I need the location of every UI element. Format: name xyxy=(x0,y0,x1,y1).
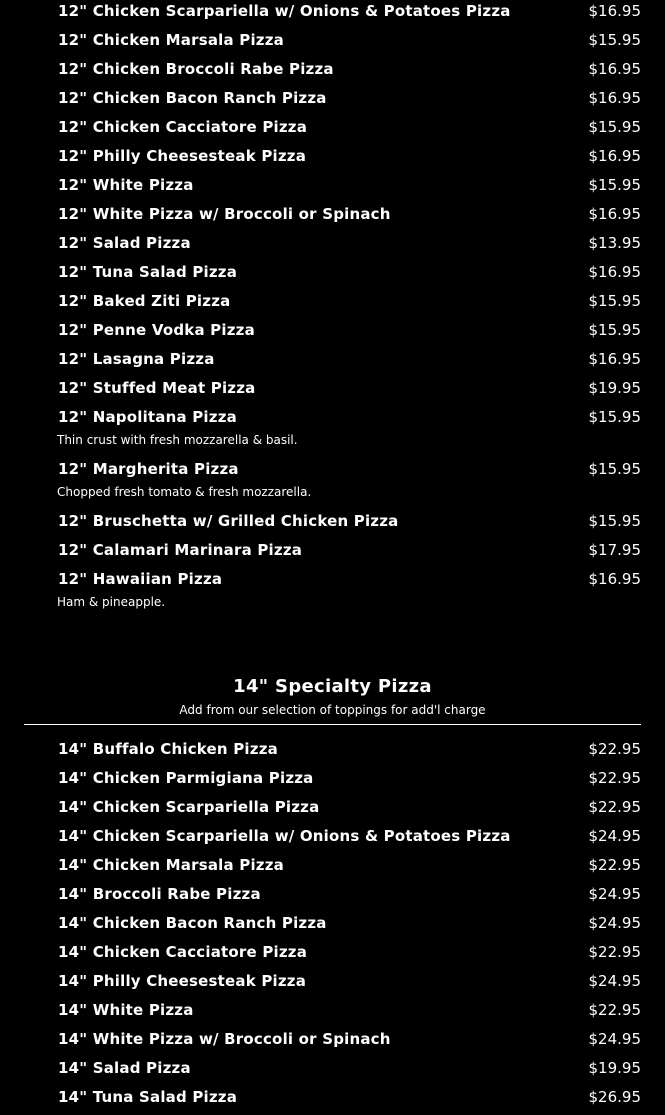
menu-item-price: $16.95 xyxy=(588,147,641,165)
menu-item[interactable] xyxy=(0,941,665,970)
menu-item[interactable] xyxy=(0,1028,665,1057)
menu-item[interactable] xyxy=(0,290,665,319)
menu-item-price: $16.95 xyxy=(588,205,641,223)
menu-item-name: 12" White Pizza w/ Broccoli or Spinach xyxy=(58,205,391,223)
section-subtitle: Add from our selection of toppings for add'l charge xyxy=(179,703,486,717)
menu-item-name: 14" White Pizza xyxy=(58,1001,194,1019)
menu-item-name: 12" Penne Vodka Pizza xyxy=(58,321,255,339)
menu-item-name: 12" White Pizza xyxy=(58,176,194,194)
menu-item-price: $15.95 xyxy=(588,292,641,310)
menu-item-name: 12" Bruschetta w/ Grilled Chicken Pizza xyxy=(58,512,399,530)
menu-item-name: 12" Chicken Cacciatore Pizza xyxy=(58,118,308,136)
menu-item-name: 14" Chicken Marsala Pizza xyxy=(58,856,284,874)
section-header-14-inch xyxy=(0,675,665,724)
section-spacer xyxy=(0,620,665,675)
menu-item-name: 14" Tuna Salad Pizza xyxy=(58,1088,238,1106)
menu-item-name: 14" Buffalo Chicken Pizza xyxy=(58,740,278,758)
menu-item-description: Chopped fresh tomato & fresh mozzarella. xyxy=(57,485,312,499)
menu-item[interactable] xyxy=(0,767,665,796)
menu-item-name: 14" Broccoli Rabe Pizza xyxy=(58,885,261,903)
menu-item-name: 12" Calamari Marinara Pizza xyxy=(58,541,303,559)
section-divider xyxy=(24,724,641,725)
menu-item-name: 12" Baked Ziti Pizza xyxy=(58,292,231,310)
menu-item-price: $16.95 xyxy=(588,263,641,281)
menu-item-name: 14" Salad Pizza xyxy=(58,1059,191,1077)
menu-item-price: $26.95 xyxy=(588,1088,641,1106)
section-rule-wrap xyxy=(0,724,665,738)
menu-item[interactable] xyxy=(0,854,665,883)
menu-item-price: $22.95 xyxy=(588,740,641,758)
menu-item-name: 12" Chicken Marsala Pizza xyxy=(58,31,284,49)
menu-item[interactable] xyxy=(0,203,665,232)
menu-item-name: 12" Chicken Broccoli Rabe Pizza xyxy=(58,60,334,78)
menu-item[interactable] xyxy=(0,568,665,620)
menu-item[interactable] xyxy=(0,510,665,539)
menu-item-price: $16.95 xyxy=(588,60,641,78)
menu-item[interactable] xyxy=(0,458,665,510)
menu-item-price: $15.95 xyxy=(588,408,641,426)
menu-item-price: $24.95 xyxy=(588,885,641,903)
menu-item-name: 12" Margherita Pizza xyxy=(58,460,239,478)
menu-item-price: $24.95 xyxy=(588,827,641,845)
menu-item[interactable] xyxy=(0,825,665,854)
menu-item[interactable] xyxy=(0,145,665,174)
menu-item[interactable] xyxy=(0,406,665,458)
menu-item-name: 12" Hawaiian Pizza xyxy=(58,570,223,588)
menu-item[interactable] xyxy=(0,377,665,406)
menu-item-name: 12" Stuffed Meat Pizza xyxy=(58,379,256,397)
menu-item-name: 12" Chicken Scarpariella w/ Onions & Potatoes Pizza xyxy=(58,2,511,20)
menu-item-name: 14" Chicken Cacciatore Pizza xyxy=(58,943,308,961)
menu-item-name: 14" Chicken Scarpariella w/ Onions & Potatoes Pizza xyxy=(58,827,511,845)
menu-item-price: $17.95 xyxy=(588,541,641,559)
menu-item-description: Ham & pineapple. xyxy=(57,595,166,609)
menu-item[interactable] xyxy=(0,796,665,825)
menu-item-price: $16.95 xyxy=(588,2,641,20)
menu-item-price: $19.95 xyxy=(588,379,641,397)
menu-item-price: $15.95 xyxy=(588,31,641,49)
menu-item-price: $24.95 xyxy=(588,1030,641,1048)
menu-item[interactable] xyxy=(0,58,665,87)
menu-item-name: 12" Lasagna Pizza xyxy=(58,350,215,368)
menu-item-name: 14" Chicken Parmigiana Pizza xyxy=(58,769,314,787)
menu-item-name: 12" Philly Cheesesteak Pizza xyxy=(58,147,307,165)
menu-item[interactable] xyxy=(0,883,665,912)
menu-item[interactable] xyxy=(0,87,665,116)
menu-section-14-inch xyxy=(0,738,665,1115)
menu-item-price: $24.95 xyxy=(588,914,641,932)
menu-item[interactable] xyxy=(0,116,665,145)
menu-item[interactable] xyxy=(0,912,665,941)
menu-item-name: 14" Philly Cheesesteak Pizza xyxy=(58,972,307,990)
menu-item-price: $15.95 xyxy=(588,512,641,530)
menu-item-price: $16.95 xyxy=(588,89,641,107)
menu-item[interactable] xyxy=(0,738,665,767)
menu-item-name: 12" Tuna Salad Pizza xyxy=(58,263,238,281)
menu-item-price: $22.95 xyxy=(588,798,641,816)
menu-item-name: 12" Napolitana Pizza xyxy=(58,408,237,426)
menu-item[interactable] xyxy=(0,261,665,290)
menu-item[interactable] xyxy=(0,999,665,1028)
section-title: 14" Specialty Pizza xyxy=(233,676,432,697)
menu-item-description: Thin crust with fresh mozzarella & basil. xyxy=(57,433,298,447)
menu-item-price: $16.95 xyxy=(588,350,641,368)
menu-item-price: $22.95 xyxy=(588,856,641,874)
menu-item[interactable] xyxy=(0,232,665,261)
menu-item-price: $24.95 xyxy=(588,972,641,990)
menu-item[interactable] xyxy=(0,1086,665,1115)
menu-item-name: 12" Chicken Bacon Ranch Pizza xyxy=(58,89,327,107)
menu-item-price: $22.95 xyxy=(588,769,641,787)
menu-item[interactable] xyxy=(0,348,665,377)
menu-item[interactable] xyxy=(0,970,665,999)
menu-item-price: $16.95 xyxy=(588,570,641,588)
menu-item[interactable] xyxy=(0,1057,665,1086)
menu-item[interactable] xyxy=(0,539,665,568)
menu-item[interactable] xyxy=(0,29,665,58)
menu-item-name: 14" White Pizza w/ Broccoli or Spinach xyxy=(58,1030,391,1048)
menu-item-price: $15.95 xyxy=(588,118,641,136)
menu-item-price: $15.95 xyxy=(588,460,641,478)
menu-item-price: $19.95 xyxy=(588,1059,641,1077)
menu-item-name: 12" Salad Pizza xyxy=(58,234,191,252)
menu-item-name: 14" Chicken Scarpariella Pizza xyxy=(58,798,320,816)
menu-item-name: 14" Chicken Bacon Ranch Pizza xyxy=(58,914,327,932)
menu-item-price: $15.95 xyxy=(588,176,641,194)
menu-item[interactable] xyxy=(0,0,665,29)
menu-item[interactable] xyxy=(0,174,665,203)
menu-item-price: $13.95 xyxy=(588,234,641,252)
menu-item-price: $22.95 xyxy=(588,943,641,961)
menu-item-price: $15.95 xyxy=(588,321,641,339)
menu-item[interactable] xyxy=(0,319,665,348)
menu-item-price: $22.95 xyxy=(588,1001,641,1019)
